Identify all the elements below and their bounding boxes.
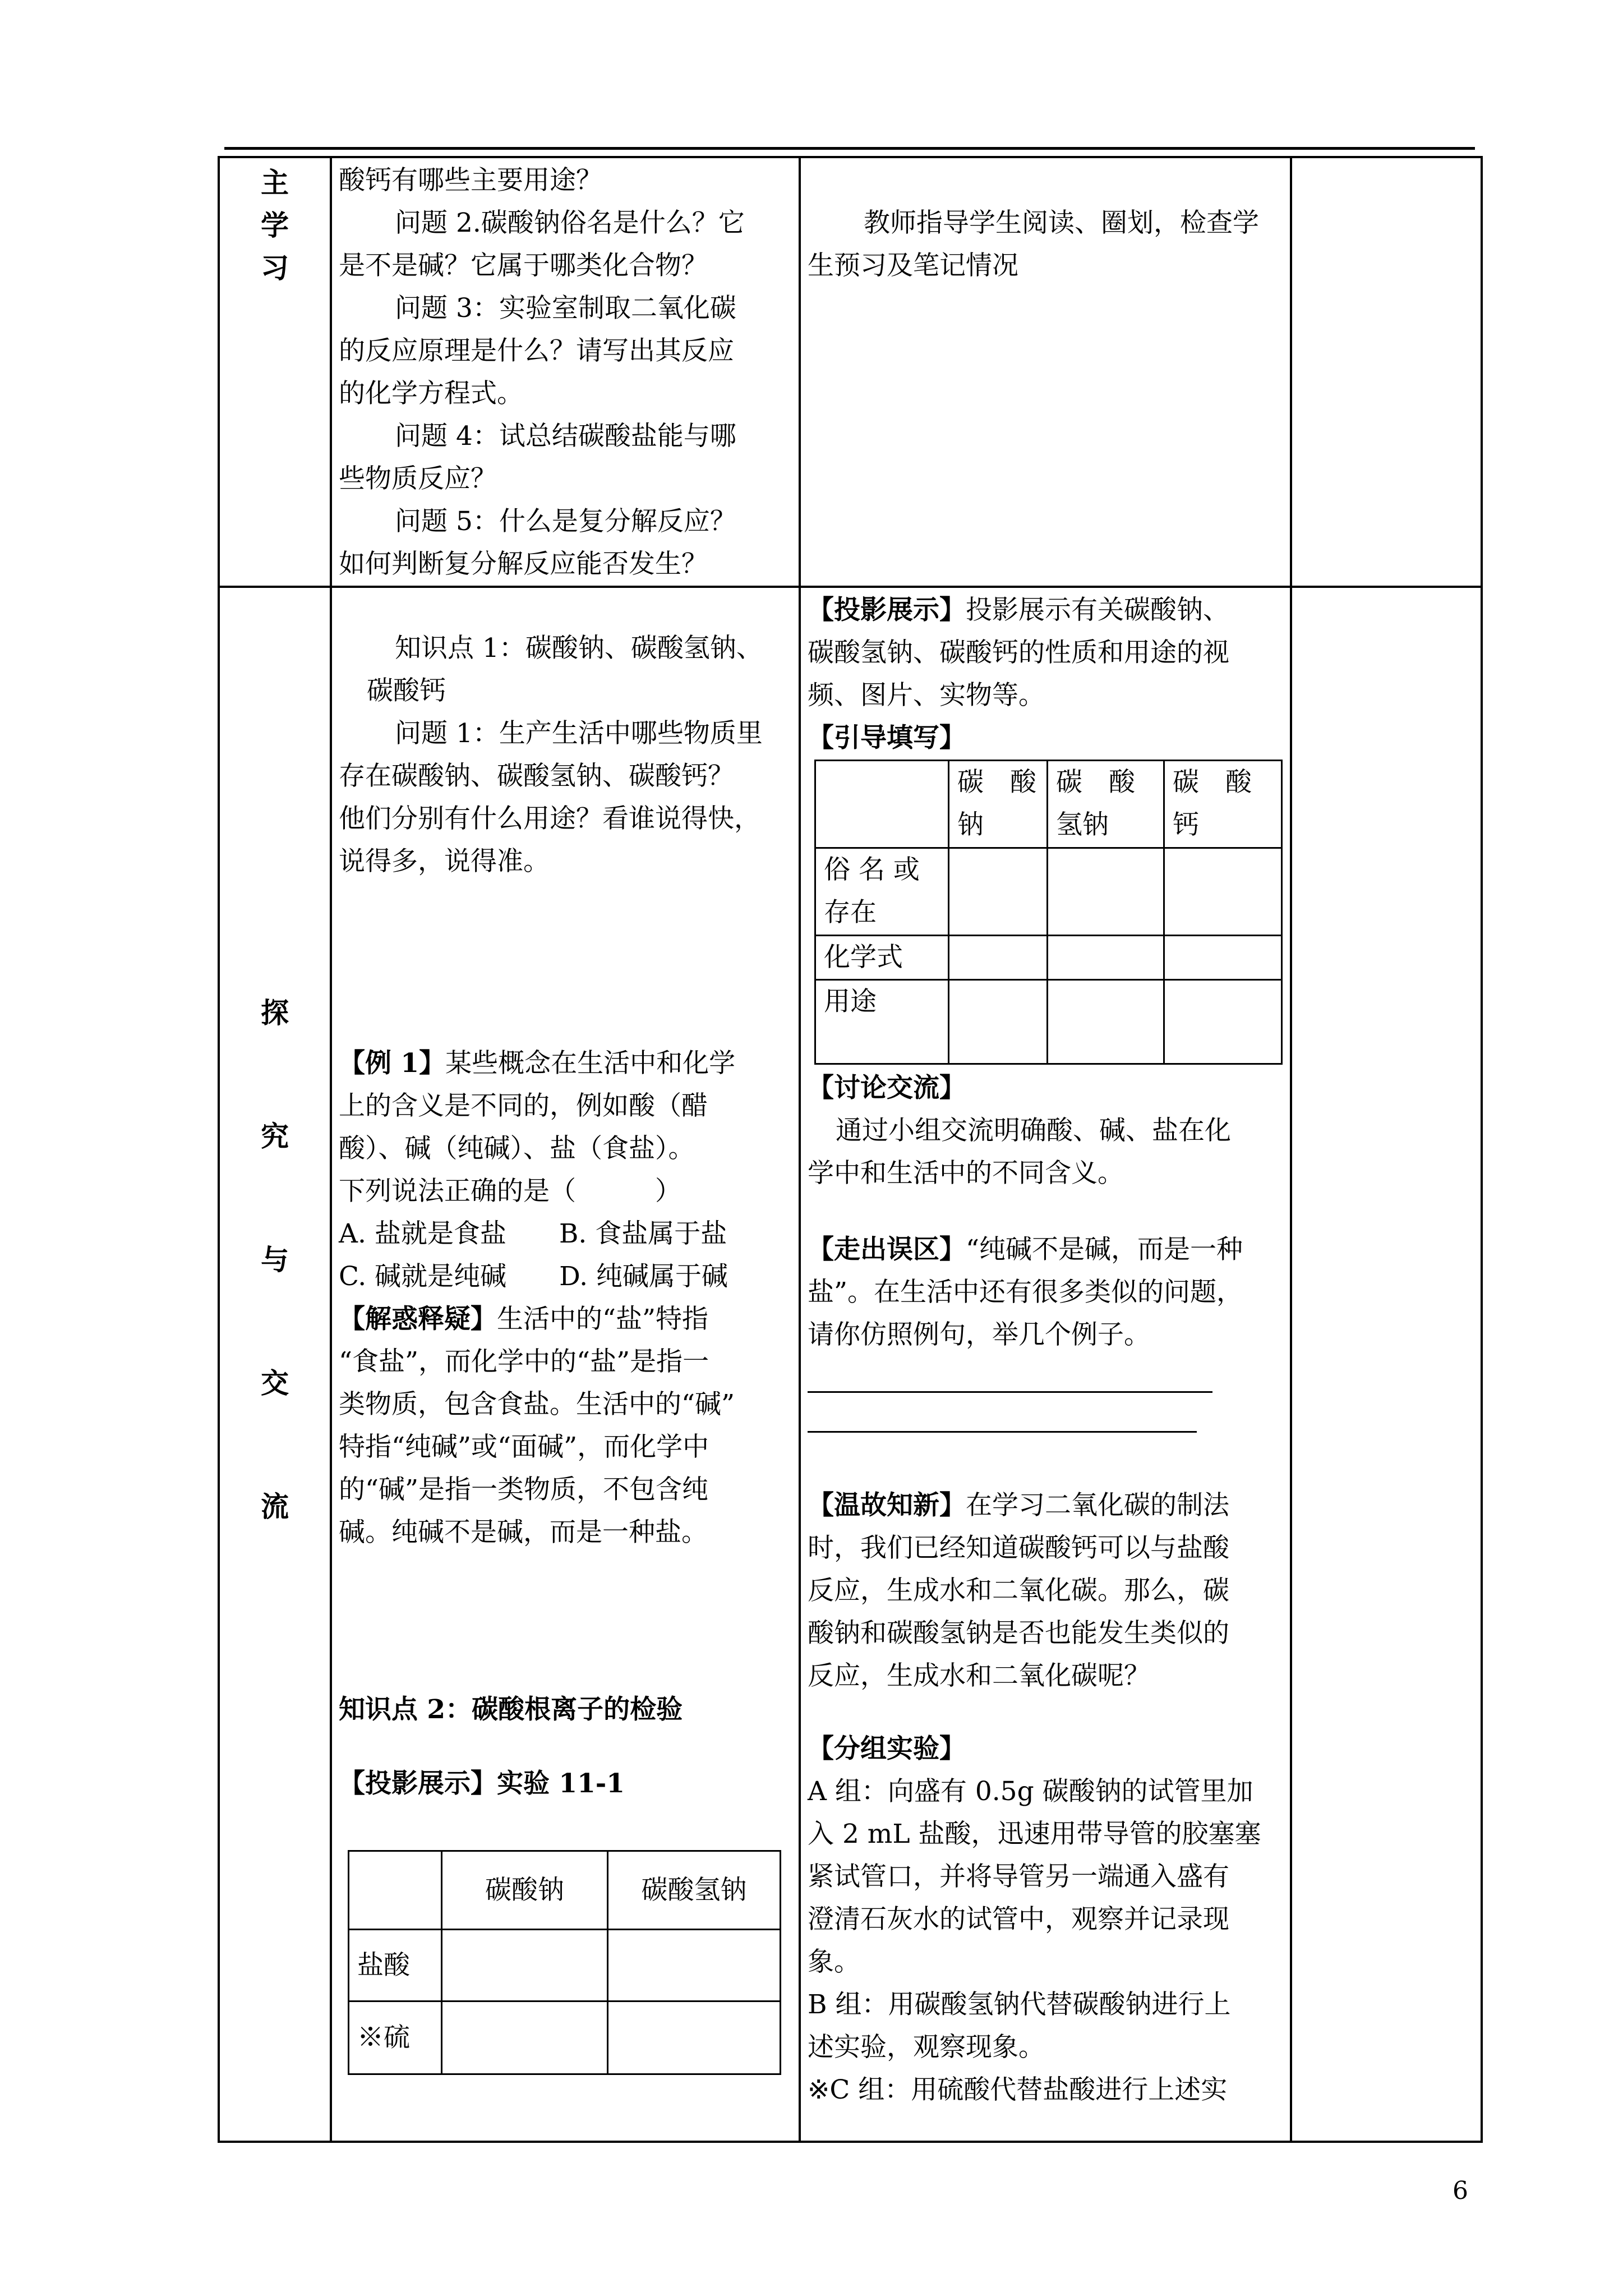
table-cell xyxy=(949,848,1048,936)
projection-tag: 【投影展示】 xyxy=(339,1768,497,1799)
text-line: 上的含义是不同的，例如酸（醋 xyxy=(339,1091,708,1121)
text-line: 通过小组交流明确酸、碱、盐在化 xyxy=(836,1115,1231,1146)
example-tag: 【例 1】 xyxy=(339,1048,446,1079)
text-line: 象。 xyxy=(808,1947,860,1977)
text-line: 澄清石灰水的试管中，观察并记录现 xyxy=(808,1904,1229,1935)
text-line: 是不是碱？它属于哪类化合物？ xyxy=(339,250,708,281)
text-line: 学中和生活中的不同含义。 xyxy=(808,1158,1124,1189)
table-cell xyxy=(1164,980,1282,1064)
group-experiment-tag: 【分组实验】 xyxy=(808,1733,966,1764)
table-cell xyxy=(442,1930,608,2001)
text-line: B 组：用碳酸氢钠代替碳酸钠进行上 xyxy=(808,1989,1231,2020)
table-cell xyxy=(1048,848,1164,936)
text-line: 问题 5：什么是复分解反应？ xyxy=(395,506,736,537)
discussion-tag: 【讨论交流】 xyxy=(808,1073,966,1103)
text-line: 酸钠和碳酸氢钠是否也能发生类似的 xyxy=(808,1618,1229,1649)
text-line: 如何判断复分解反应能否发生？ xyxy=(339,549,708,579)
experiment-table xyxy=(348,1850,781,2075)
table-row-label: 用途 xyxy=(815,980,949,1064)
text-line: 特指“纯碱”或“面碱”，而化学中 xyxy=(339,1432,709,1462)
review-tag: 【温故知新】 xyxy=(808,1490,966,1521)
table-cell xyxy=(442,2001,608,2074)
text-line: 述实验，观察现象。 xyxy=(808,2032,1045,2063)
stage-label: 主 学 习 xyxy=(261,166,289,284)
teacher-explore-cell: 【投影展示】投影展示有关碳酸钠、 碳酸氢钠、碳酸钙的性质和用途的视 频、图片、实物等。 【引导填写】 碳 酸 钠 碳 酸 氢钠 碳 酸 钙 俗 名 或 存在 化学式 用途 【讨论交流】 通过小组交流明确酸、碱、盐在化 学中和生活中的不同含义。 【走出误区】“纯碱不是碱，而是一种 盐”。在生活中还有很多类似的问题， 请你仿照例句，举几个例子。 【温故知新】在学习二氧化碳的制法 时，我们已经知道碳酸钙可以与盐酸 反应，生成水和二氧化碳。那么，碳 酸钠和碳酸氢钠是否也能发生类似的 反应，生成水和二氧化碳呢？ 【分组实验】 A 组：向盛有 0.5g 碳酸钠的试管里加 入 2 mL 盐酸，迅速用带导管的胶塞塞 紧试管口，并将导管另一端通入盛有 澄清石灰水的试管中，观察并记录现 象。 B 组：用碳酸氢钠代替碳酸钠进行上 述实验，观察现象。 ※C 组：用硫酸代替盐酸进行上述实 xyxy=(800,587,1291,2142)
student-activity-cell xyxy=(331,157,800,587)
table-header-cell: 碳 酸 钠 xyxy=(949,761,1048,848)
table-cell xyxy=(1164,936,1282,980)
student-explore-cell xyxy=(331,587,800,2142)
projection-tag: 【投影展示】 xyxy=(808,595,966,625)
question-1: 问题 1：生产生活中哪些物质里 xyxy=(395,718,763,749)
text-line: 存在碳酸钠、碳酸氢钠、碳酸钙？ xyxy=(339,761,734,792)
table-row-label: 盐酸 xyxy=(349,1930,442,2001)
text-line: 碱。纯碱不是碱，而是一种盐。 xyxy=(339,1517,708,1548)
text-line: 时，我们已经知道碳酸钙可以与盐酸 xyxy=(808,1533,1229,1563)
example-1: 【例 1】某些概念在生活中和化学 xyxy=(339,1048,736,1079)
table-header-cell: 碳酸钠 xyxy=(442,1851,608,1930)
guide-fill-tag: 【引导填写】 xyxy=(808,723,966,753)
table-cell xyxy=(608,2001,781,2074)
table-cell xyxy=(949,936,1048,980)
text-line: “食盐”，而化学中的“盐”是指一 xyxy=(339,1346,709,1377)
knowledge-point-1: 知识点 1：碳酸钠、碳酸氢钠、 xyxy=(395,633,763,664)
text-line: 生预习及笔记情况 xyxy=(808,250,1018,281)
text-line: 些物质反应？ xyxy=(339,463,497,494)
text-line: 酸钙有哪些主要用途？ xyxy=(339,165,602,196)
text-line: 紧试管口，并将导管另一端通入盛有 xyxy=(808,1861,1229,1892)
text-line: 类物质，包含食盐。生活中的“碱” xyxy=(339,1389,735,1420)
explanation-tag: 【解惑释疑】 xyxy=(339,1304,497,1335)
stage-cell-explore: 探 究 与 交 流 xyxy=(219,587,331,2142)
table-row-label: ※硫 xyxy=(349,2001,442,2074)
header-rule xyxy=(224,147,1475,150)
text-line: 问题 2.碳酸钠俗名是什么？它 xyxy=(395,208,745,238)
text-line: 他们分别有什么用途？看谁说得快， xyxy=(339,803,760,834)
table-header-cell xyxy=(349,1851,442,1930)
text-line: 下列说法正确的是（ ） xyxy=(339,1176,681,1207)
table-cell xyxy=(1164,848,1282,936)
text-line: 问题 3：实验室制取二氧化碳 xyxy=(395,293,736,324)
text-line: 反应，生成水和二氧化碳呢？ xyxy=(808,1660,1150,1691)
text-line: 盐”。在生活中还有很多类似的问题， xyxy=(808,1277,1243,1308)
text-line: 问题 4：试总结碳酸盐能与哪 xyxy=(395,421,736,452)
table-header-cell: 碳酸氢钠 xyxy=(608,1851,781,1930)
table-row-label: 化学式 xyxy=(815,936,949,980)
fill-in-table xyxy=(814,760,1283,1065)
table-header-cell xyxy=(815,761,949,848)
misconception-tag: 【走出误区】 xyxy=(808,1234,966,1265)
knowledge-point-2: 知识点 2：碳酸根离子的检验 xyxy=(339,1694,683,1725)
text-line: 的反应原理是什么？请写出其反应 xyxy=(339,335,734,366)
explanation: 【解惑释疑】生活中的“盐”特指 xyxy=(339,1304,709,1335)
text-line: 入 2 mL 盐酸，迅速用带导管的胶塞塞 xyxy=(808,1819,1261,1849)
text-line: 说得多，说得准。 xyxy=(339,846,550,877)
table-header-cell: 碳 酸 氢钠 xyxy=(1048,761,1164,848)
teacher-activity-cell xyxy=(800,157,1291,587)
self-study-row xyxy=(219,157,1482,587)
text-line: 酸）、碱（纯碱）、盐（食盐）。 xyxy=(339,1133,695,1164)
option-line: C. 碱就是纯碱 D. 纯碱属于碱 xyxy=(339,1261,728,1292)
page-number: 6 xyxy=(1453,2177,1468,2205)
experiment-label: 实验 11-1 xyxy=(497,1768,625,1799)
text-line: 的“碱”是指一类物质，不包含纯 xyxy=(339,1474,709,1505)
text-line: 碳酸氢钠、碳酸钙的性质和用途的视 xyxy=(808,637,1229,668)
option-line: A. 盐就是食盐 B. 食盐属于盐 xyxy=(339,1218,727,1249)
table-cell xyxy=(1048,936,1164,980)
notes-cell xyxy=(1291,157,1482,587)
text-line: 教师指导学生阅读、圈划，检查学 xyxy=(864,208,1259,238)
notes-cell xyxy=(1291,587,1482,2142)
table-row-label: 俗 名 或 存在 xyxy=(815,848,949,936)
explore-row xyxy=(219,587,1482,2142)
stage-cell-self-study xyxy=(219,157,331,587)
text-line: A 组：向盛有 0.5g 碳酸钠的试管里加 xyxy=(808,1776,1253,1807)
knowledge-point-1-cont: 碳酸钙 xyxy=(367,675,446,706)
text-line: 的化学方程式。 xyxy=(339,378,523,409)
table-cell xyxy=(949,980,1048,1064)
table-cell xyxy=(608,1930,781,2001)
text-line: 请你仿照例句，举几个例子。 xyxy=(808,1319,1150,1350)
text-line: ※C 组：用硫酸代替盐酸进行上述实 xyxy=(808,2074,1228,2105)
table-cell xyxy=(1048,980,1164,1064)
text-line: 反应，生成水和二氧化碳。那么，碳 xyxy=(808,1575,1229,1606)
lesson-plan-table xyxy=(218,156,1483,2143)
table-header-cell: 碳 酸 钙 xyxy=(1164,761,1282,848)
text-line: 频、图片、实物等。 xyxy=(808,680,1045,711)
